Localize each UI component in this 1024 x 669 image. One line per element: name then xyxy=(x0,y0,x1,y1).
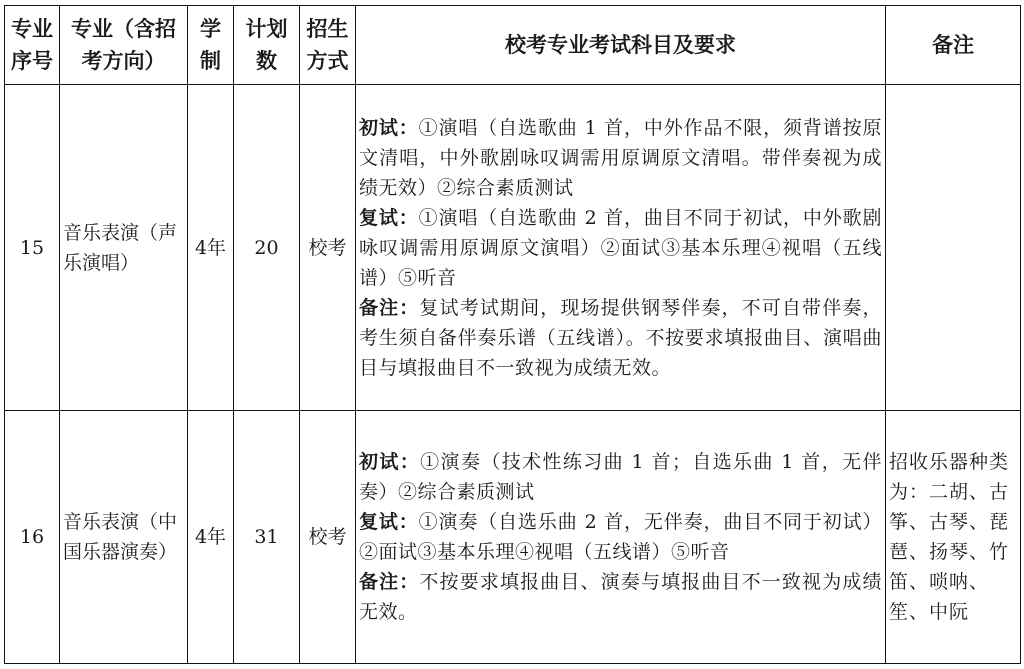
header-duration: 学制 xyxy=(188,6,234,85)
requirement-retest xyxy=(359,203,882,293)
retest-label: 复试： xyxy=(359,511,419,533)
cell-notes: 招收乐器种类为：二胡、古筝、古琴、琵琶、扬琴、竹笛、唢呐、笙、中阮 xyxy=(886,411,1021,664)
admissions-table xyxy=(4,5,1021,664)
requirement-remark xyxy=(359,567,882,627)
cell-plan: 20 xyxy=(234,85,300,411)
cell-notes xyxy=(886,85,1021,411)
requirement-prelim xyxy=(359,447,882,507)
cell-method: 校考 xyxy=(300,411,356,664)
table-row xyxy=(5,411,1021,664)
header-notes: 备注 xyxy=(886,6,1021,85)
cell-plan: 31 xyxy=(234,411,300,664)
cell-seq: 15 xyxy=(5,85,60,411)
header-seq: 专业序号 xyxy=(5,6,60,85)
remark-label: 备注： xyxy=(359,571,420,593)
cell-requirements xyxy=(356,411,886,664)
retest-label: 复试： xyxy=(359,206,419,229)
requirement-retest xyxy=(359,507,882,567)
prelim-text: ①演唱（自选歌曲 1 首，中外作品不限，须背谱按原文清唱，中外歌剧咏叹调需用原调原文清唱。带伴奏视为成绩无效）②综合素质测试 xyxy=(359,116,882,199)
header-method: 招生方式 xyxy=(300,6,356,85)
header-plan: 计划数 xyxy=(234,6,300,85)
remark-text: 不按要求填报曲目、演奏与填报曲目不一致视为成绩无效。 xyxy=(359,571,882,623)
cell-duration: 4年 xyxy=(188,85,234,411)
header-requirements: 校考专业考试科目及要求 xyxy=(356,6,886,85)
cell-seq: 16 xyxy=(5,411,60,664)
prelim-label: 初试： xyxy=(359,451,421,473)
prelim-label: 初试： xyxy=(359,116,419,139)
cell-requirements xyxy=(356,85,886,411)
requirement-remark xyxy=(359,293,882,383)
cell-method: 校考 xyxy=(300,85,356,411)
cell-major: 音乐表演（声乐演唱） xyxy=(60,85,188,411)
header-row xyxy=(5,6,1021,85)
cell-duration: 4年 xyxy=(188,411,234,664)
retest-text: ①演奏（自选乐曲 2 首，无伴奏，曲目不同于初试）②面试③基本乐理④视唱（五线谱）⑤听音 xyxy=(359,511,882,563)
prelim-text: ①演奏（技术性练习曲 1 首；自选乐曲 1 首，无伴奏）②综合素质测试 xyxy=(359,451,882,503)
header-major: 专业（含招考方向） xyxy=(60,6,188,85)
remark-label: 备注： xyxy=(359,296,420,319)
remark-text: 复试考试期间，现场提供钢琴伴奏，不可自带伴奏，考生须自备伴奏乐谱（五线谱）。不按要求填报曲目、演唱曲目与填报曲目不一致视为成绩无效。 xyxy=(359,296,882,379)
requirement-prelim xyxy=(359,113,882,203)
table-row xyxy=(5,85,1021,411)
retest-text: ①演唱（自选歌曲 2 首，曲目不同于初试，中外歌剧咏叹调需用原调原文演唱）②面试③基本乐理④视唱（五线谱）⑤听音 xyxy=(359,206,882,289)
cell-major: 音乐表演（中国乐器演奏） xyxy=(60,411,188,664)
